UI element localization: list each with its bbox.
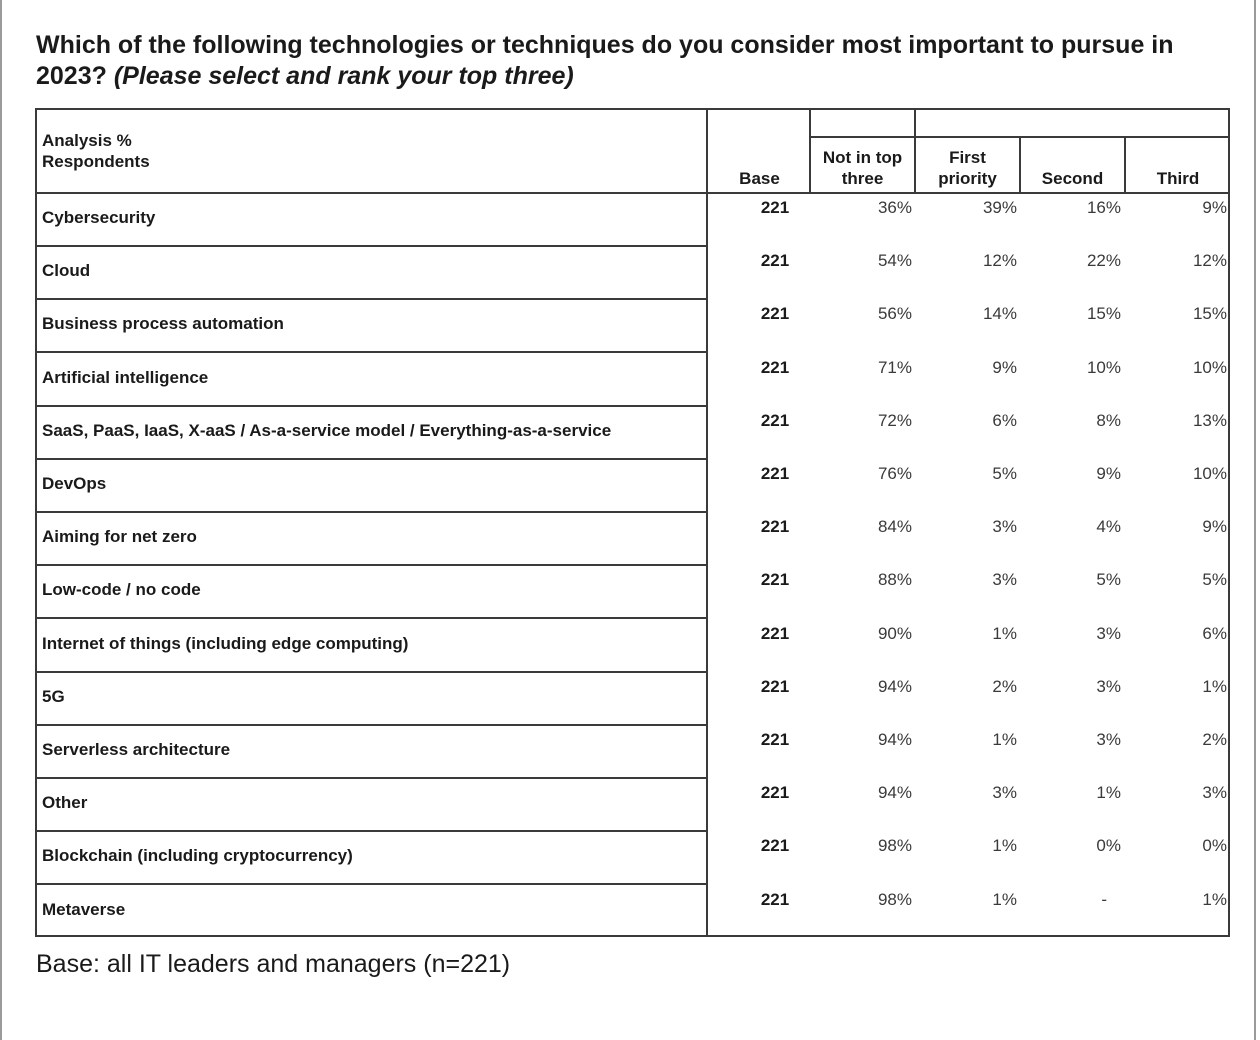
row-label: Business process automation bbox=[37, 300, 706, 353]
cell-third: 10% bbox=[1192, 464, 1227, 483]
row-label: DevOps bbox=[37, 460, 706, 513]
cell-first-priority: 9% bbox=[992, 357, 1017, 377]
cell-base: 221 bbox=[760, 198, 790, 217]
row-label: Low-code / no code bbox=[37, 566, 706, 619]
row-label: Internet of things (including edge computing) bbox=[37, 620, 706, 673]
cell-base: 221 bbox=[760, 357, 790, 377]
col-head-base: Base bbox=[739, 169, 780, 188]
header-divider bbox=[809, 136, 1230, 138]
cell-not-in-top-three: 94% bbox=[877, 676, 912, 696]
cell-first-priority: 1% bbox=[992, 623, 1017, 643]
title-note: (Please select and rank your top three) bbox=[113, 62, 574, 90]
page-title bbox=[36, 30, 1236, 92]
cell-base: 221 bbox=[760, 730, 790, 749]
cell-third: 0% bbox=[1202, 836, 1227, 856]
cell-not-in-top-three: 71% bbox=[877, 357, 912, 377]
cell-second: 3% bbox=[1096, 623, 1121, 643]
cell-third: 9% bbox=[1202, 517, 1227, 537]
cell-base: 221 bbox=[760, 464, 790, 483]
col-head-first-priority: First priority bbox=[938, 148, 997, 188]
row-label: Artificial intelligence bbox=[37, 354, 706, 407]
cell-second: 3% bbox=[1096, 730, 1121, 749]
cell-not-in-top-three: 94% bbox=[877, 783, 912, 803]
cell-second: 10% bbox=[1086, 357, 1121, 377]
cell-first-priority: 39% bbox=[982, 198, 1017, 217]
cell-third: 9% bbox=[1202, 198, 1227, 217]
cell-third: 15% bbox=[1192, 304, 1227, 324]
row-label: Aiming for net zero bbox=[37, 513, 706, 566]
cell-first-priority: 1% bbox=[992, 730, 1017, 749]
cell-first-priority: 6% bbox=[992, 410, 1017, 430]
cell-base: 221 bbox=[760, 783, 790, 803]
results-table bbox=[35, 108, 1230, 937]
row-label: Metaverse bbox=[42, 899, 126, 919]
cell-second: 1% bbox=[1096, 783, 1121, 803]
row-label: 5G bbox=[37, 673, 706, 726]
header-divider bbox=[708, 192, 1230, 194]
cell-third: 13% bbox=[1192, 410, 1227, 430]
cell-second: 8% bbox=[1096, 410, 1121, 430]
cell-not-in-top-three: 90% bbox=[877, 623, 912, 643]
cell-second: - bbox=[1101, 889, 1107, 909]
cell-base: 221 bbox=[760, 517, 790, 537]
cell-second: 15% bbox=[1086, 304, 1121, 324]
row-label: Cybersecurity bbox=[37, 194, 706, 247]
cell-third: 1% bbox=[1202, 889, 1227, 909]
analysis-header-line1: Analysis % bbox=[42, 131, 132, 150]
base-footnote: Base: all IT leaders and managers (n=221) bbox=[36, 950, 511, 978]
cell-first-priority: 5% bbox=[992, 464, 1017, 483]
cell-not-in-top-three: 76% bbox=[877, 464, 912, 483]
cell-third: 1% bbox=[1202, 676, 1227, 696]
cell-first-priority: 3% bbox=[992, 783, 1017, 803]
cell-not-in-top-three: 88% bbox=[877, 570, 912, 590]
col-head-third: Third bbox=[1156, 169, 1200, 188]
cell-base: 221 bbox=[760, 251, 790, 271]
row-label: Blockchain (including cryptocurrency) bbox=[37, 832, 706, 885]
cell-not-in-top-three: 84% bbox=[877, 517, 912, 537]
cell-not-in-top-three: 72% bbox=[877, 410, 912, 430]
col-head-second: Second bbox=[1041, 169, 1104, 188]
cell-second: 5% bbox=[1096, 570, 1121, 590]
cell-second: 16% bbox=[1086, 198, 1121, 217]
cell-third: 10% bbox=[1192, 357, 1227, 377]
row-label: Cloud bbox=[37, 247, 706, 300]
cell-base: 221 bbox=[760, 889, 790, 909]
analysis-header-line2: Respondents bbox=[42, 152, 150, 171]
cell-first-priority: 3% bbox=[992, 570, 1017, 590]
cell-not-in-top-three: 56% bbox=[877, 304, 912, 324]
cell-not-in-top-three: 98% bbox=[877, 836, 912, 856]
cell-first-priority: 1% bbox=[992, 889, 1017, 909]
cell-first-priority: 1% bbox=[992, 836, 1017, 856]
cell-base: 221 bbox=[760, 570, 790, 590]
cell-second: 3% bbox=[1096, 676, 1121, 696]
cell-second: 0% bbox=[1096, 836, 1121, 856]
cell-third: 12% bbox=[1192, 251, 1227, 271]
row-label: SaaS, PaaS, IaaS, X-aaS / As-a-service model / Everything-as-a-service bbox=[37, 407, 706, 460]
cell-second: 4% bbox=[1096, 517, 1121, 537]
row-label: Serverless architecture bbox=[37, 726, 706, 779]
analysis-header bbox=[37, 110, 706, 194]
cell-base: 221 bbox=[760, 623, 790, 643]
cell-third: 3% bbox=[1202, 783, 1227, 803]
cell-not-in-top-three: 36% bbox=[877, 198, 912, 217]
cell-base: 221 bbox=[760, 410, 790, 430]
cell-third: 6% bbox=[1202, 623, 1227, 643]
cell-first-priority: 2% bbox=[992, 676, 1017, 696]
cell-not-in-top-three: 54% bbox=[877, 251, 912, 271]
cell-second: 9% bbox=[1096, 464, 1121, 483]
cell-base: 221 bbox=[760, 676, 790, 696]
cell-not-in-top-three: 94% bbox=[877, 730, 912, 749]
row-labels-column bbox=[37, 110, 708, 935]
title-main: Which of the following technologies or techniques do you consider most important to pursue in 2023? bbox=[36, 31, 1174, 90]
col-head-not-in-top-three: Not in top three bbox=[822, 148, 903, 188]
cell-second: 22% bbox=[1086, 251, 1121, 271]
cell-base: 221 bbox=[760, 836, 790, 856]
cell-third: 5% bbox=[1202, 570, 1227, 590]
cell-not-in-top-three: 98% bbox=[877, 889, 912, 909]
cell-first-priority: 3% bbox=[992, 517, 1017, 537]
cell-base: 221 bbox=[760, 304, 790, 324]
cell-third: 2% bbox=[1202, 730, 1227, 749]
row-label: Other bbox=[37, 779, 706, 832]
cell-first-priority: 14% bbox=[982, 304, 1017, 324]
cell-first-priority: 12% bbox=[982, 251, 1017, 271]
